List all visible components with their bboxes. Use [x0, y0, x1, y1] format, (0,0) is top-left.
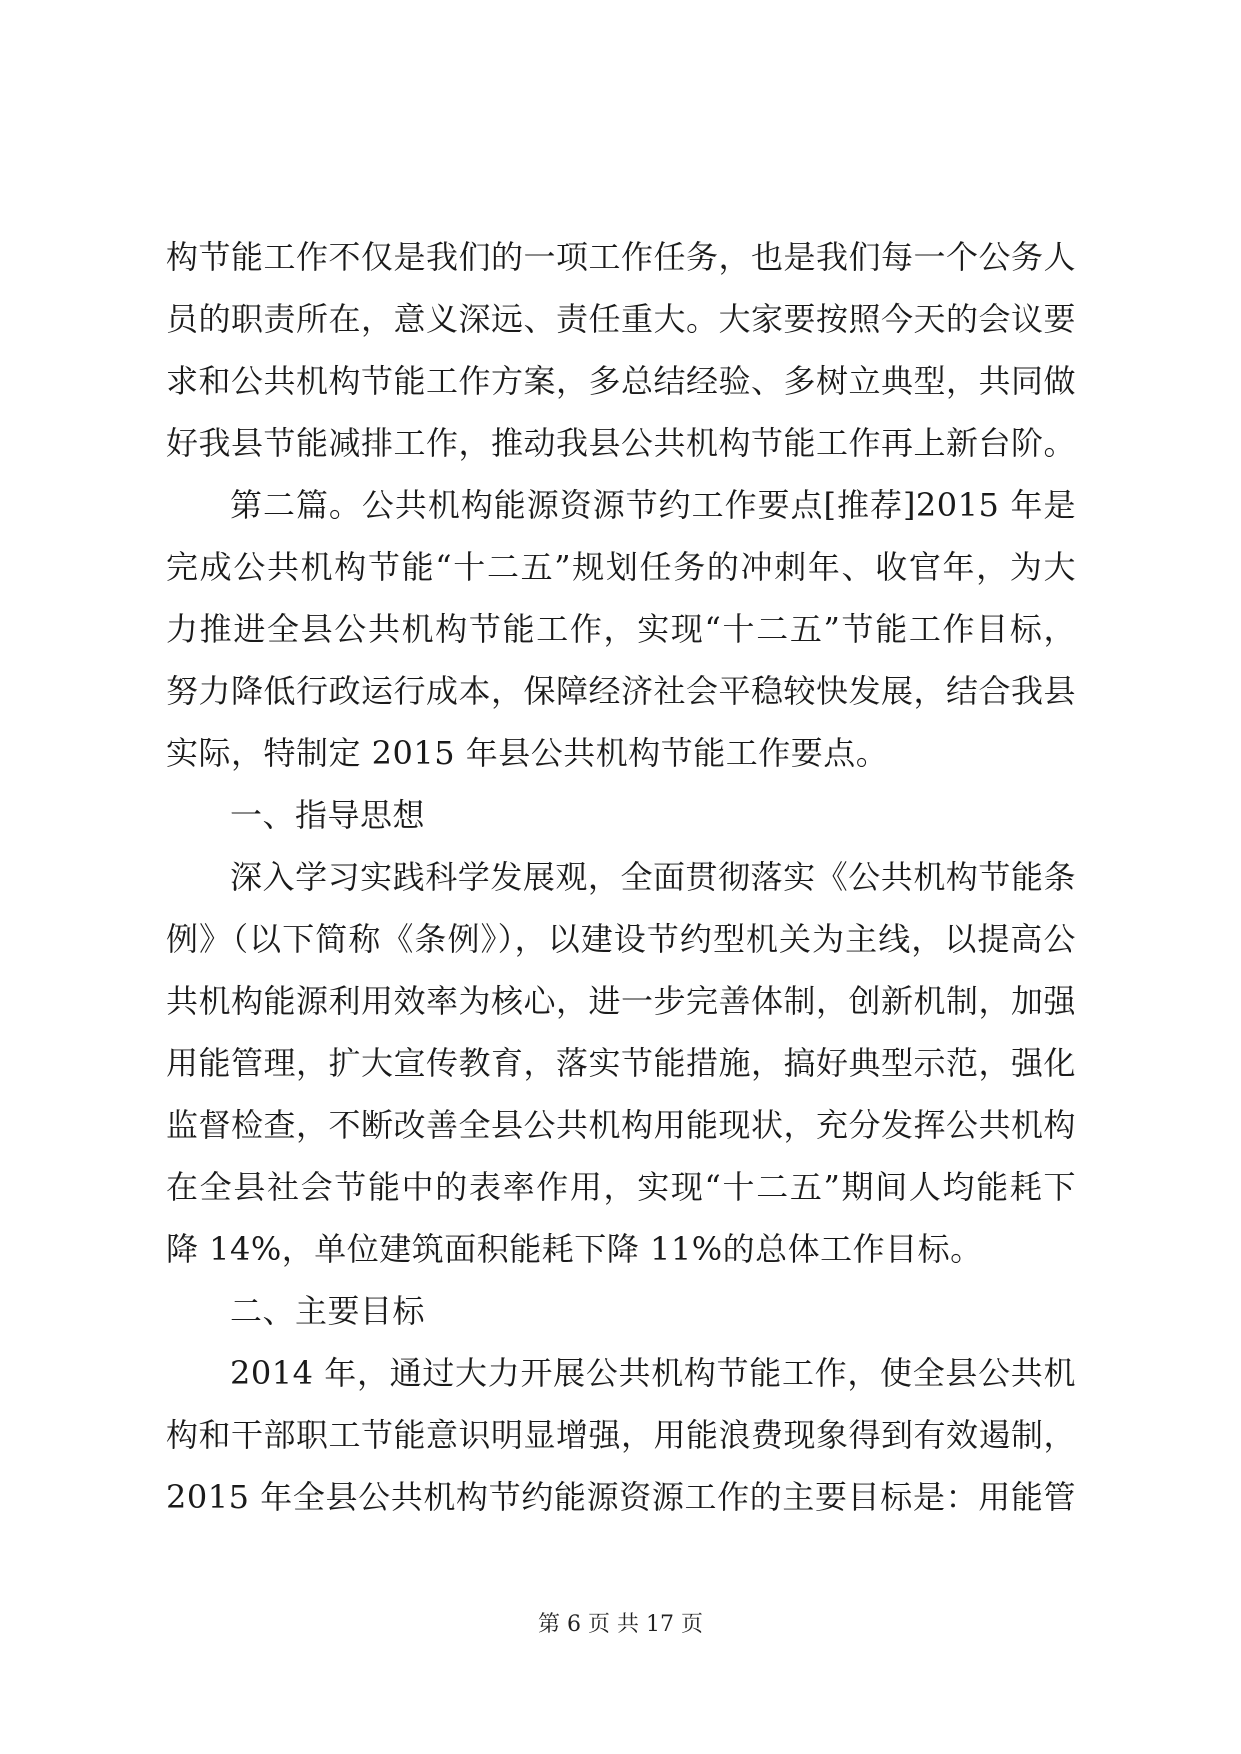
- body-line: 实际，特制定 2015 年县公共机构节能工作要点。: [166, 734, 889, 772]
- body-line: 构和干部职工节能意识明显增强，用能浪费现象得到有效遏制，: [166, 1416, 1077, 1454]
- body-line: 员的职责所在，意义深远、责任重大。大家要按照今天的会议要: [166, 300, 1077, 338]
- body-line: 监督检查，不断改善全县公共机构用能现状，充分发挥公共机构: [166, 1106, 1077, 1144]
- section-heading: 二、主要目标: [230, 1292, 426, 1330]
- body-line: 例》（以下简称《条例》），以建设节约型机关为主线，以提高公: [166, 920, 1076, 958]
- body-line: 2014 年，通过大力开展公共机构节能工作，使全县公共机: [230, 1354, 1076, 1392]
- body-line: 深入学习实践科学发展观，全面贯彻落实《公共机构节能条: [230, 858, 1076, 896]
- page-number-footer: 第 6 页 共 17 页: [538, 1612, 703, 1637]
- section-heading: 一、指导思想: [230, 796, 426, 834]
- body-line: 第二篇。公共机构能源资源节约工作要点[推荐]2015 年是: [230, 486, 1076, 524]
- body-line: 力推进全县公共机构节能工作，实现“十二五”节能工作目标，: [166, 610, 1076, 648]
- body-line: 好我县节能减排工作，推动我县公共机构节能工作再上新台阶。: [166, 424, 1077, 462]
- body-line: 构节能工作不仅是我们的一项工作任务，也是我们每一个公务人: [166, 238, 1077, 276]
- body-line: 共机构能源利用效率为核心，进一步完善体制，创新机制，加强: [166, 982, 1077, 1020]
- body-line: 在全县社会节能中的表率作用，实现“十二五”期间人均能耗下: [166, 1168, 1076, 1206]
- body-line: 努力降低行政运行成本，保障经济社会平稳较快发展，结合我县: [166, 672, 1077, 710]
- body-line: 降 14%，单位建筑面积能耗下降 11%的总体工作目标。: [166, 1230, 983, 1268]
- body-line: 求和公共机构节能工作方案，多总结经验、多树立典型，共同做: [166, 362, 1077, 400]
- body-line: 完成公共机构节能“十二五”规划任务的冲刺年、收官年，为大: [166, 548, 1076, 586]
- body-line: 用能管理，扩大宣传教育，落实节能措施，搞好典型示范，强化: [166, 1044, 1077, 1082]
- body-line: 2015 年全县公共机构节约能源资源工作的主要目标是：用能管: [166, 1478, 1076, 1516]
- document-body: [166, 226, 1076, 1528]
